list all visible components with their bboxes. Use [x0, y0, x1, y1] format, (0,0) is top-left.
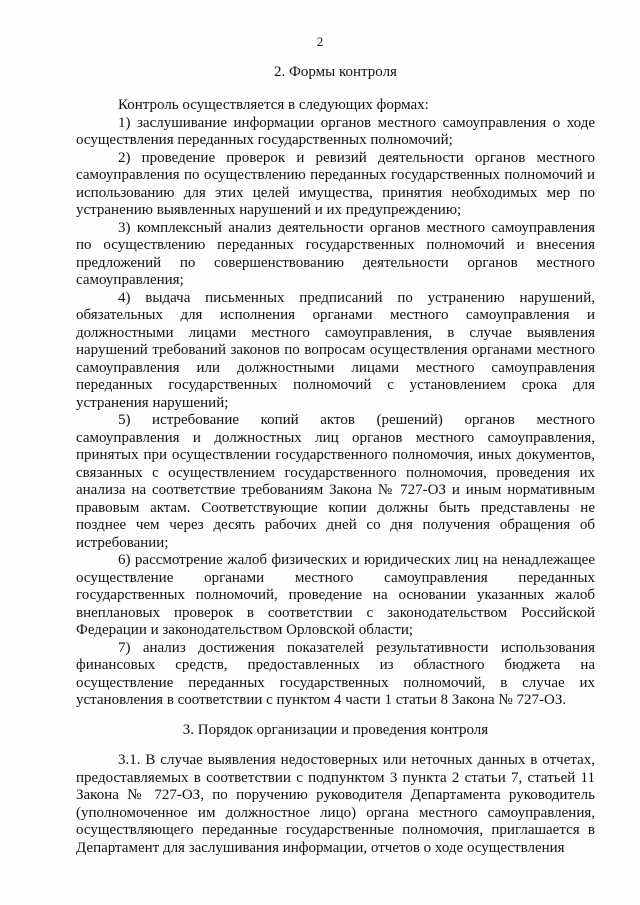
section-2-heading: 2. Формы контроля [274, 64, 397, 80]
page-number: 2 [316, 34, 324, 49]
section-2-item-5: 5) истребование копий актов (решений) органов местного самоуправления и должностных лиц органов местного самоуправления, принятых при осуществлении государственного полномочия, иных документов, связанных с осуществлением государственного полномочия, проведения их анализа на соответствие требованиям Закона № 727-ОЗ и иным нормативным правовым актам. Соответствующие копии должны быть представлены не позднее чем через десять рабочих дней со дня получения обращения об истребовании; [76, 412, 595, 551]
section-2-intro: Контроль осуществляется в следующих формах: [118, 97, 429, 113]
section-2-item-4: 4) выдача письменных предписаний по устранению нарушений, обязательных для исполнения органами местного самоуправления и должностными лицами местного самоуправления, в случае выявления нарушений требований законов по вопросам осуществления органами местного самоуправления или должностными лицами местного самоуправления переданных государственных полномочий с установлением срока для устранения нарушений; [76, 289, 595, 411]
section-3-paragraph-3-1: 3.1. В случае выявления недостоверных или неточных данных в отчетах, предоставляемых в соответствии с подпунктом 3 пункта 2 статьи 7, статьей 11 Закона № 727-ОЗ, по поручению руководителя Департамента руководитель (уполномоченное им должностное лицо) органа местного самоуправления, осуществляющего переданные государственные полномочия, приглашается в Департамент для заслушивания информации, отчетов о ходе осуществления [76, 752, 595, 856]
section-2-item-2: 2) проведение проверок и ревизий деятельности органов местного самоуправления по осуществлению переданных государственных полномочий и использованию для этих целей имущества, принятия необходимых мер по устранению выявленных нарушений и их предупреждению; [76, 149, 595, 218]
section-3-heading: 3. Порядок организации и проведения контроля [182, 722, 489, 738]
section-2-item-7: 7) анализ достижения показателей результативности использования финансовых средств, предоставленных из областного бюджета на осуществление переданных государственных полномочий, в случае их установления в соответствии с пунктом 4 части 1 статьи 8 Закона № 727-ОЗ. [76, 639, 595, 708]
section-2-body [76, 97, 595, 710]
section-2-item-1: 1) заслушивание информации органов местного самоуправления о ходе осуществления переданных государственных полномочий; [76, 114, 595, 148]
section-3-body [76, 752, 595, 857]
section-2-item-3: 3) комплексный анализ деятельности органов местного самоуправления по осуществлению переданных государственных полномочий и внесения предложений по совершенствованию деятельности органов местного самоуправления; [76, 219, 595, 288]
section-2-item-6: 6) рассмотрение жалоб физических и юридических лиц на ненадлежащее осуществление органами местного самоуправления переданных государственных полномочий, проведение на основании указанных жалоб внеплановых проверок в соответствии с законодательством Российской Федерации и законодательством Орловской области; [76, 552, 595, 638]
